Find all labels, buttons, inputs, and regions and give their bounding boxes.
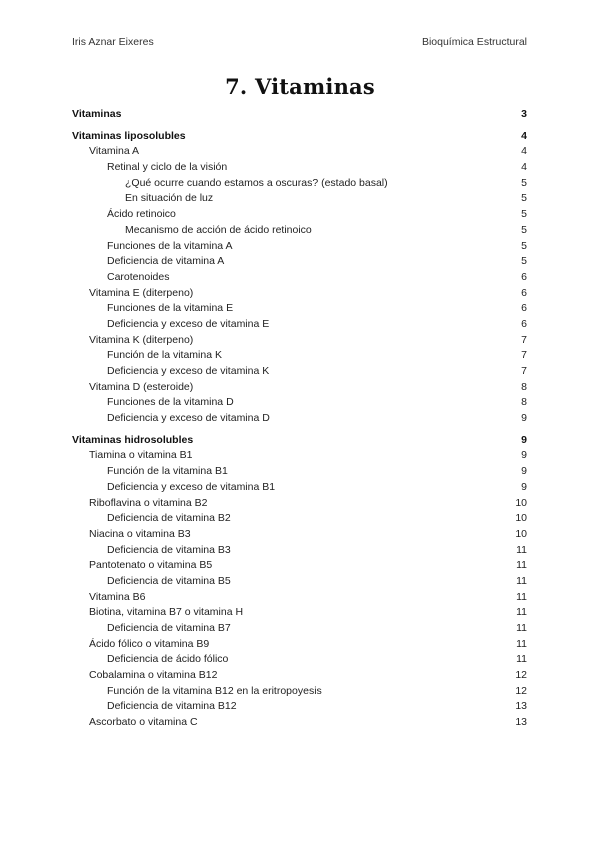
toc-entry[interactable] <box>72 207 527 223</box>
toc-entry-page-number: 8 <box>521 396 527 409</box>
toc-section-entry[interactable] <box>72 107 527 123</box>
toc-entry[interactable] <box>72 239 527 255</box>
toc-entry[interactable] <box>72 637 527 653</box>
toc-entry-label: Carotenoides <box>107 270 170 283</box>
toc-entry-page-number: 13 <box>515 716 527 729</box>
toc-entry-page-number: 11 <box>516 606 527 619</box>
toc-entry-label: Vitamina B6 <box>89 590 146 603</box>
toc-entry[interactable] <box>72 558 527 574</box>
toc-entry[interactable] <box>72 301 527 317</box>
toc-entry-page-number: 11 <box>516 590 527 603</box>
toc-entry[interactable] <box>72 464 527 480</box>
toc-entry[interactable] <box>72 348 527 364</box>
toc-entry[interactable] <box>72 223 527 239</box>
toc-entry-label: Deficiencia y exceso de vitamina E <box>107 317 270 330</box>
toc-entry-page-number: 5 <box>521 208 527 221</box>
toc-entry-page-number: 11 <box>516 574 527 587</box>
toc-entry-page-number: 5 <box>521 255 527 268</box>
toc-entry-label: Deficiencia y exceso de vitamina D <box>107 412 270 425</box>
toc-entry-page-number: 9 <box>521 449 527 462</box>
toc-entry-label: Vitaminas hidrosolubles <box>72 433 194 446</box>
toc-entry-label: Vitamina A <box>89 145 140 158</box>
toc-entry-page-number: 9 <box>521 465 527 478</box>
header-subject: Bioquímica Estructural <box>421 36 527 48</box>
toc-entry[interactable] <box>72 590 527 606</box>
toc-entry[interactable] <box>72 699 527 715</box>
toc-entry-label: Riboflavina o vitamina B2 <box>89 496 208 509</box>
toc-entry-label: Vitamina D (esteroide) <box>89 380 194 393</box>
header-author: Iris Aznar Eixeres <box>72 36 154 48</box>
toc-entry-page-number: 6 <box>521 317 527 330</box>
toc-entry-page-number: 10 <box>515 512 527 525</box>
toc-entry-label: Vitamina E (diterpeno) <box>89 286 194 299</box>
toc-entry[interactable] <box>72 191 527 207</box>
toc-entry[interactable] <box>72 270 527 286</box>
toc-entry[interactable] <box>72 286 527 302</box>
toc-entry-label: Retinal y ciclo de la visión <box>107 161 228 174</box>
toc-entry[interactable] <box>72 511 527 527</box>
toc-entry-label: Cobalamina o vitamina B12 <box>89 669 218 682</box>
page-title: 7. Vitaminas <box>225 74 375 99</box>
toc-entry-page-number: 3 <box>521 108 527 120</box>
toc-entry-label: Deficiencia de vitamina B3 <box>107 543 231 556</box>
toc-entry-label: Deficiencia de vitamina B7 <box>107 622 231 634</box>
toc-entry-page-number: 6 <box>521 302 527 315</box>
toc-entry-page-number: 11 <box>516 653 527 666</box>
toc-entry-page-number: 4 <box>521 129 527 142</box>
toc-entry-page-number: 7 <box>521 333 527 346</box>
toc-entry-label: Tiamina o vitamina B1 <box>89 449 193 462</box>
toc-entry[interactable] <box>72 411 527 427</box>
toc-entry-label: Deficiencia de vitamina B5 <box>107 574 231 587</box>
toc-entry-page-number: 5 <box>521 176 527 189</box>
toc-entry-label: En situación de luz <box>125 192 214 205</box>
toc-entry-label: Función de la vitamina B12 en la eritropoyesis <box>107 684 322 697</box>
toc-entry-page-number: 11 <box>516 622 527 634</box>
toc-entry-page-number: 11 <box>516 543 527 556</box>
toc-entry-page-number: 7 <box>521 349 527 362</box>
toc-entry[interactable] <box>72 715 527 731</box>
toc-entry-page-number: 4 <box>521 161 527 174</box>
toc-entry-page-number: 8 <box>521 380 527 393</box>
toc-entry-page-number: 6 <box>521 270 527 283</box>
page-header <box>72 36 527 50</box>
toc-entry[interactable] <box>72 652 527 668</box>
toc-entry-page-number: 9 <box>521 412 527 425</box>
toc-entry-page-number: 5 <box>521 192 527 205</box>
toc-entry[interactable] <box>72 605 527 621</box>
toc-section-entry[interactable] <box>72 129 527 145</box>
toc-entry-label: Ascorbato o vitamina C <box>89 716 198 729</box>
toc-section-entry[interactable] <box>72 433 527 449</box>
toc-entry[interactable] <box>72 364 527 380</box>
toc-entry[interactable] <box>72 380 527 396</box>
toc-entry-page-number: 13 <box>515 700 527 713</box>
toc-entry-label: Función de la vitamina K <box>107 349 222 362</box>
toc-entry-label: Niacina o vitamina B3 <box>89 527 191 540</box>
toc-entry-label: Deficiencia de vitamina A <box>107 255 225 268</box>
toc-entry[interactable] <box>72 574 527 590</box>
toc-entry-page-number: 10 <box>515 527 527 540</box>
toc-entry[interactable] <box>72 496 527 512</box>
toc-entry-label: Deficiencia y exceso de vitamina K <box>107 365 270 377</box>
toc-entry[interactable] <box>72 448 527 464</box>
toc-entry-page-number: 11 <box>516 559 527 572</box>
toc-entry-page-number: 4 <box>521 145 527 158</box>
toc-entry-label: Pantotenato o vitamina B5 <box>89 559 213 572</box>
toc-entry[interactable] <box>72 395 527 411</box>
toc-entry-label: ¿Qué ocurre cuando estamos a oscuras? (estado basal) <box>125 176 388 189</box>
toc-entry[interactable] <box>72 333 527 349</box>
toc-entry[interactable] <box>72 480 527 496</box>
toc-entry-page-number: 12 <box>515 684 527 697</box>
toc-entry-label: Deficiencia de vitamina B12 <box>107 700 237 713</box>
toc-entry-label: Deficiencia y exceso de vitamina B1 <box>107 480 276 493</box>
toc-entry-page-number: 11 <box>516 637 527 650</box>
toc-entry[interactable] <box>72 317 527 333</box>
toc-entry-label: Funciones de la vitamina E <box>107 302 234 315</box>
toc-entry[interactable] <box>72 668 527 684</box>
toc-entry-page-number: 6 <box>521 286 527 299</box>
toc-entry-label: Biotina, vitamina B7 o vitamina H <box>89 606 244 619</box>
toc-entry-label: Vitamina K (diterpeno) <box>89 333 194 346</box>
table-of-contents <box>72 107 527 731</box>
toc-entry-page-number: 7 <box>521 365 527 377</box>
toc-entry-label: Función de la vitamina B1 <box>107 465 228 478</box>
toc-entry-page-number: 5 <box>521 223 527 236</box>
toc-entry-page-number: 12 <box>515 669 527 682</box>
toc-entry-page-number: 5 <box>521 239 527 252</box>
toc-entry[interactable] <box>72 621 527 637</box>
toc-entry-label: Ácido retinoico <box>107 208 176 221</box>
toc-entry-label: Mecanismo de acción de ácido retinoico <box>125 223 312 236</box>
toc-entry[interactable] <box>72 543 527 559</box>
toc-entry[interactable] <box>72 160 527 176</box>
toc-entry-page-number: 10 <box>515 496 527 509</box>
toc-entry-label: Deficiencia de ácido fólico <box>107 653 229 666</box>
toc-entry[interactable] <box>72 144 527 160</box>
toc-entry[interactable] <box>72 176 527 192</box>
toc-entry[interactable] <box>72 254 527 270</box>
toc-entry-label: Vitaminas liposolubles <box>72 129 186 142</box>
toc-entry-label: Funciones de la vitamina A <box>107 239 233 252</box>
toc-entry[interactable] <box>72 684 527 700</box>
toc-entry-label: Funciones de la vitamina D <box>107 396 234 409</box>
toc-entry[interactable] <box>72 527 527 543</box>
toc-entry-label: Vitaminas <box>72 108 122 120</box>
toc-entry-page-number: 9 <box>521 480 527 493</box>
toc-entry-label: Ácido fólico o vitamina B9 <box>89 637 210 650</box>
toc-entry-page-number: 9 <box>521 433 527 446</box>
toc-entry-label: Deficiencia de vitamina B2 <box>107 512 231 525</box>
